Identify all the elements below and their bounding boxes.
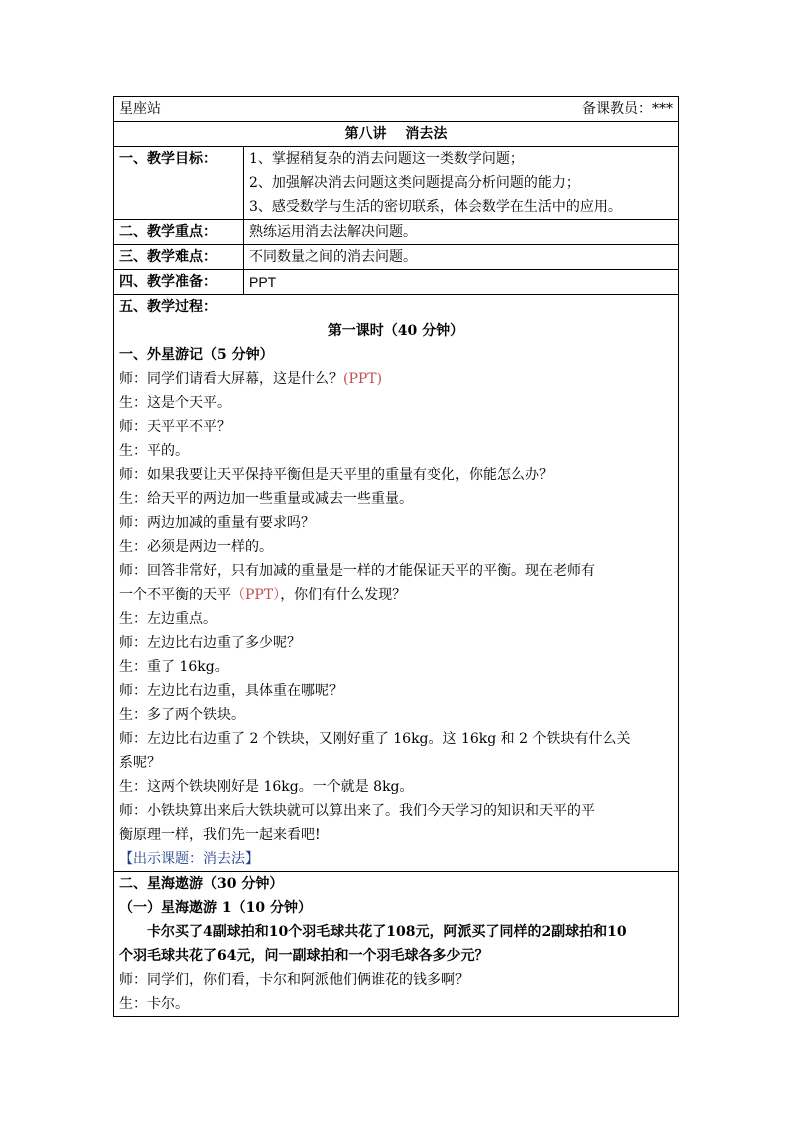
dialogue-line (119, 367, 673, 391)
preparation-value: PPT (244, 270, 679, 295)
dialogue-line: 师：天平平不平？ (119, 419, 231, 435)
title-row (114, 122, 679, 147)
dialogue-line: 生：必须是两边一样的。 (119, 539, 273, 555)
dialogue-line: 生：给天平的两边加一些重量或减去一些重量。 (119, 491, 413, 507)
ppt-note: (PPT) (343, 371, 383, 387)
site-name: 星座站 (119, 101, 161, 117)
process-row (114, 295, 679, 872)
section2-cell (114, 872, 679, 1017)
dialogue-line: 师：回答非常好，只有加减的重量是一样的才能保证天平的平衡。现在老师有 (119, 563, 595, 579)
lesson-title: 第一课时（40 分钟） (327, 323, 465, 339)
dialogue-line: 生：这两个铁块刚好是 16kg。一个就是 8kg。 (119, 779, 414, 795)
dialogue-line: 生：这是个天平。 (119, 395, 231, 411)
goals-row (114, 147, 679, 220)
dialogue-line: 生：平的。 (119, 443, 189, 459)
header-row (114, 97, 679, 122)
preparation-label: 四、教学准备： (114, 270, 244, 295)
dialogue-line: 师：左边比右边重，具体重在哪呢？ (119, 683, 343, 699)
dialogue-line: 生：卡尔。 (119, 996, 189, 1012)
teacher-name: 备课教员：*** (582, 101, 673, 117)
difficulty-label: 三、教学难点： (114, 245, 244, 270)
section2-row (114, 872, 679, 1017)
lecture-title: 第八讲 消去法 (114, 122, 679, 147)
preparation-row (114, 270, 679, 295)
dialogue-line: 师：两边加减的重量有要求吗？ (119, 515, 315, 531)
lesson-plan-table (113, 96, 679, 1017)
section-title: 二、星海遨游（30 分钟） (119, 876, 284, 892)
dialogue-line: 系呢？ (119, 755, 161, 771)
goals-cell (244, 147, 679, 220)
lesson-plan-page (113, 96, 678, 1017)
dialogue-text: 一个不平衡的天平 (119, 587, 231, 603)
problem-text: 卡尔买了4副球拍和10个羽毛球共花了108元，阿派买了同样的2副球拍和10 (147, 924, 627, 940)
difficulty-row (114, 245, 679, 270)
key-points-value: 熟练运用消去法解决问题。 (244, 220, 679, 245)
key-points-label: 二、教学重点： (114, 220, 244, 245)
dialogue-line: 生：重了 16kg。 (119, 659, 229, 675)
dialogue-line: 师：左边比右边重了 2 个铁块，又刚好重了 16kg。这 16kg 和 2 个铁块有什么关 (119, 731, 631, 747)
problem-text: 个羽毛球共花了64元，问一副球拍和一个羽毛球各多少元？ (119, 948, 489, 964)
goal-item: 3、感受数学与生活的密切联系，体会数学在生活中的应用。 (249, 199, 622, 215)
subsection-title: （一）星海遨游 1（10 分钟） (119, 900, 312, 916)
goals-label: 一、教学目标： (114, 147, 244, 220)
goal-item: 2、加强解决消去问题这类问题提高分析问题的能力； (249, 175, 580, 191)
dialogue-line: 师：小铁块算出来后大铁块就可以算出来了。我们今天学习的知识和天平的平 (119, 803, 595, 819)
section-title: 一、外星游记（5 分钟） (119, 347, 274, 363)
dialogue-line: 生：左边重点。 (119, 611, 217, 627)
key-points-row (114, 220, 679, 245)
dialogue-line: 师：左边比右边重了多少呢？ (119, 635, 301, 651)
ppt-note: （PPT） (231, 587, 281, 603)
dialogue-line: 师：如果我要让天平保持平衡但是天平里的重量有变化，你能怎么办？ (119, 467, 553, 483)
goal-item: 1、掌握稍复杂的消去问题这一类数学问题； (249, 151, 524, 167)
topic-banner: 【出示课题：消去法】 (119, 851, 259, 867)
process-cell (114, 295, 679, 872)
difficulty-value: 不同数量之间的消去问题。 (244, 245, 679, 270)
dialogue-line: 师：同学们，你们看，卡尔和阿派他们俩谁花的钱多啊？ (119, 972, 469, 988)
dialogue-line: 生：多了两个铁块。 (119, 707, 245, 723)
dialogue-line: 衡原理一样，我们先一起来看吧! (119, 827, 321, 843)
dialogue-text: 师：同学们请看大屏幕，这是什么？ (119, 371, 343, 387)
process-label: 五、教学过程： (119, 299, 217, 315)
dialogue-line (119, 583, 673, 607)
dialogue-text: ，你们有什么发现？ (280, 587, 407, 603)
